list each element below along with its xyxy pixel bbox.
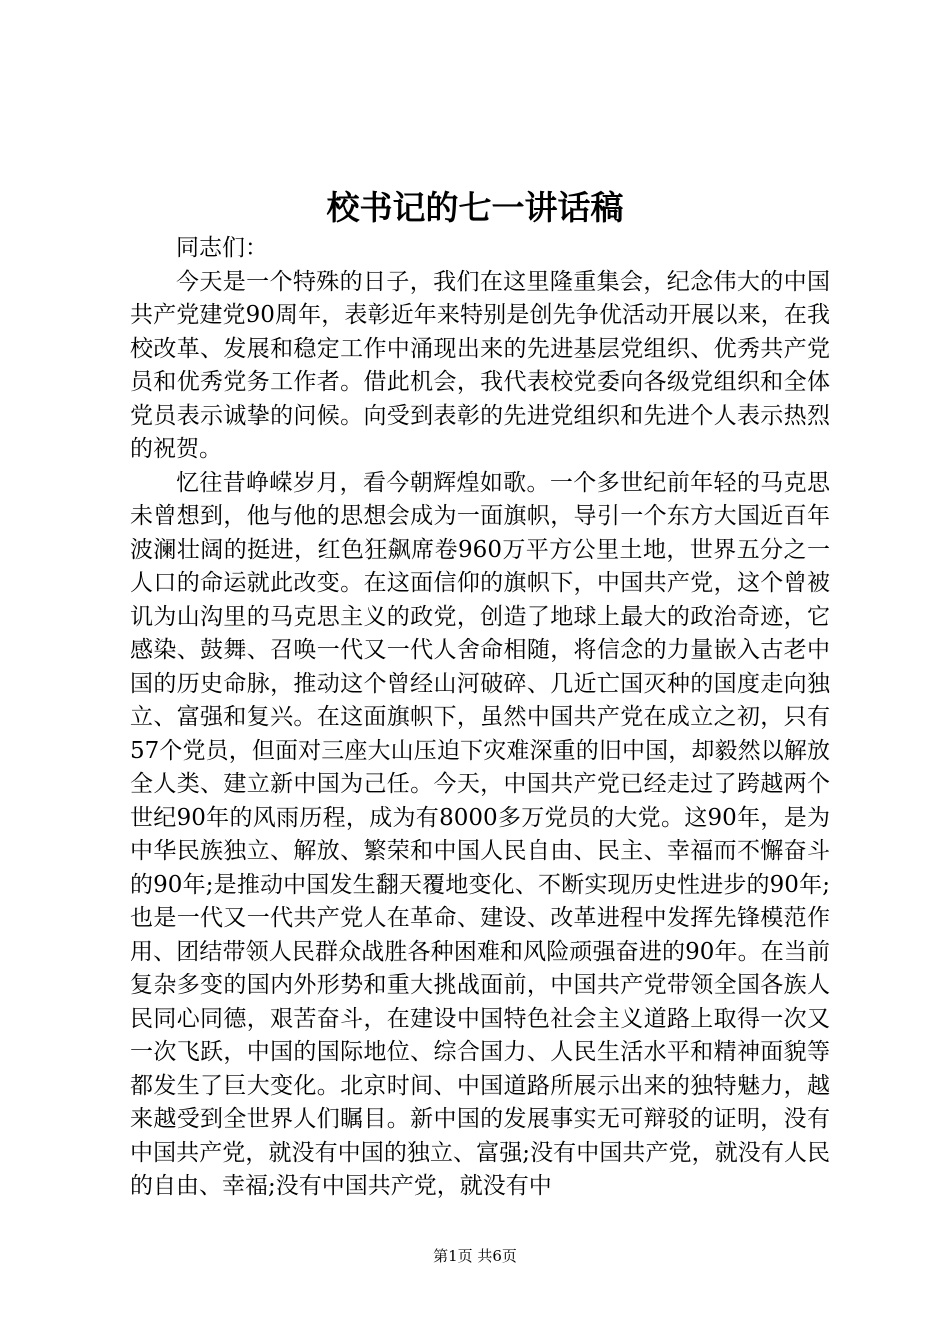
document-body: [130, 232, 830, 1204]
page-indicator: 第1页 共6页: [433, 1247, 517, 1265]
body-paragraph: 今天是一个特殊的日子，我们在这里隆重集会，纪念伟大的中国共产党建党90周年，表彰近年来特别是创先争优活动开展以来，在我校改革、发展和稳定工作中涌现出来的先进基层党组织、优秀共产党员和优秀党务工作者。借此机会，我代表校党委向各级党组织和全体党员表示诚挚的问候。向受到表彰的先进党组织和先进个人表示热烈的祝贺。: [130, 268, 830, 462]
body-paragraph: 忆往昔峥嵘岁月，看今朝辉煌如歌。一个多世纪前年轻的马克思未曾想到，他与他的思想会成为一面旗帜，导引一个东方大国近百年波澜壮阔的挺进，红色狂飙席卷960万平方公里土地，世界五分之一人口的命运就此改变。在这面信仰的旗帜下，中国共产党，这个曾被讥为山沟里的马克思主义的政党，创造了地球上最大的政治奇迹，它感染、鼓舞、召唤一代又一代人舍命相随，将信念的力量嵌入古老中国的历史命脉，推动这个曾经山河破碎、几近亡国灭种的国度走向独立、富强和复兴。在这面旗帜下，虽然中国共产党在成立之初，只有57个党员，但面对三座大山压迫下灾难深重的旧中国，却毅然以解放全人类、建立新中国为己任。今天，中国共产党已经走过了跨越两个世纪90年的风雨历程，成为有8000多万党员的大党。这90年，是为中华民族独立、解放、繁荣和中国人民自由、民主、幸福而不懈奋斗的90年;是推动中国发生翻天覆地变化、不断实现历史性进步的90年;也是一代又一代共产党人在革命、建设、改革进程中发挥先锋模范作用、团结带领人民群众战胜各种困难和风险顽强奋进的90年。在当前复杂多变的国内外形势和重大挑战面前，中国共产党带领全国各族人民同心同德，艰苦奋斗，在建设中国特色社会主义道路上取得一次又一次飞跃，中国的国际地位、综合国力、人民生活水平和精神面貌等都发生了巨大变化。北京时间、中国道路所展示出来的独特魅力，越来越受到全世界人们瞩目。新中国的发展事实无可辩驳的证明，没有中国共产党，就没有中国的独立、富强;没有中国共产党，就没有人民的自由、幸福;没有中国共产党，就没有中: [130, 469, 830, 1199]
salutation-paragraph: 同志们：: [176, 235, 268, 261]
document-title: 校书记的七一讲话稿: [326, 188, 624, 227]
